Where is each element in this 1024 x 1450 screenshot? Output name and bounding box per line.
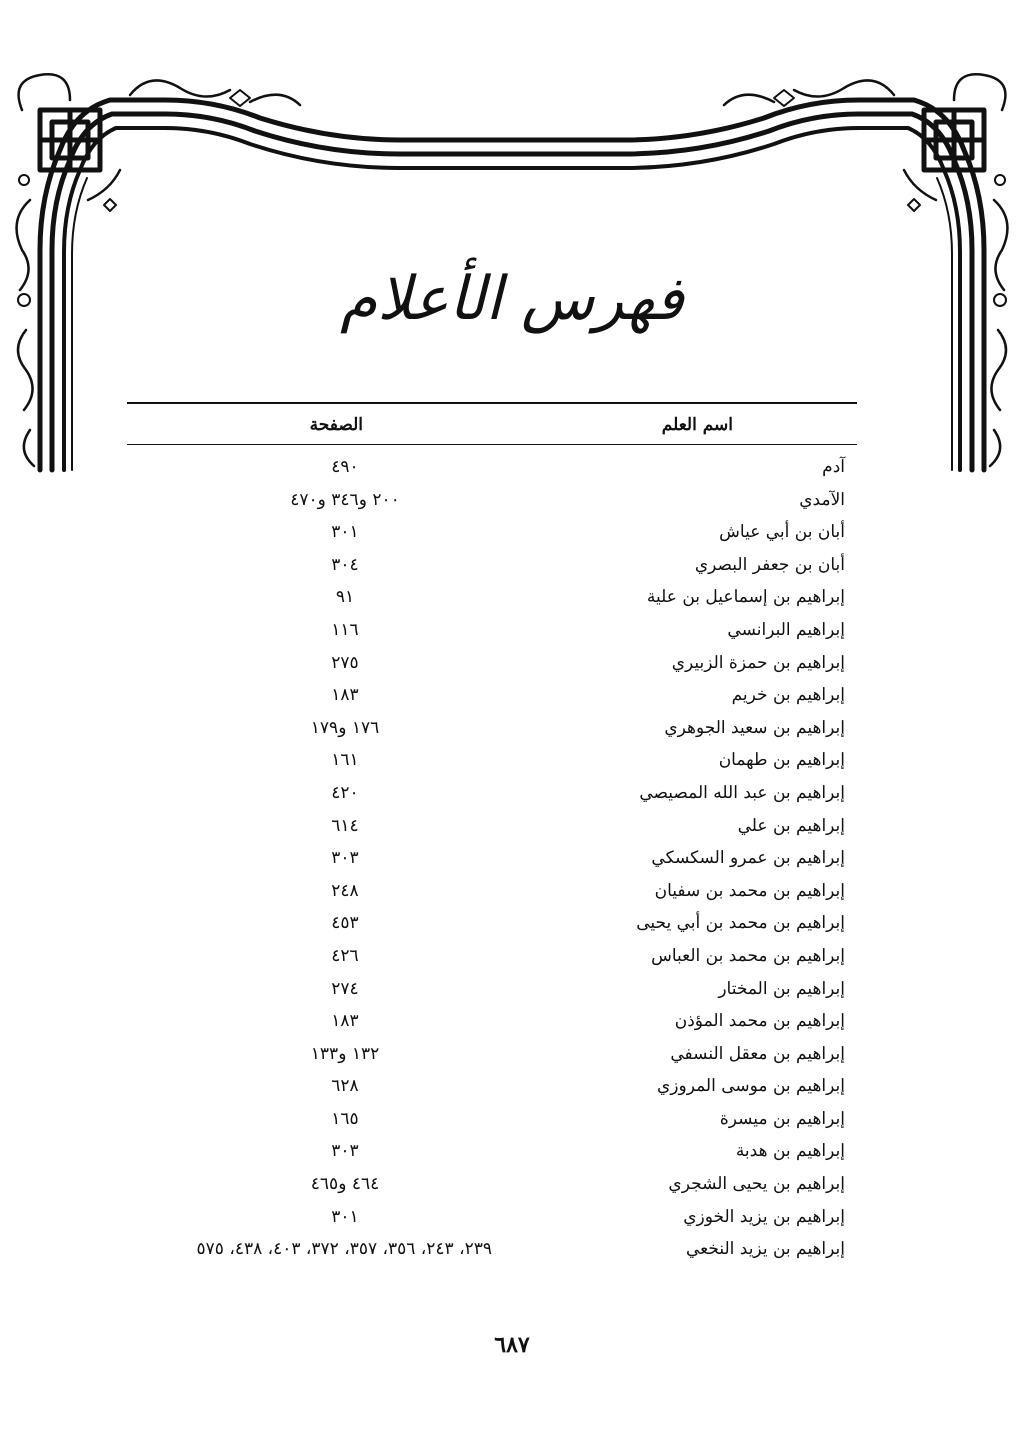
table-row <box>127 1040 857 1073</box>
page-title: فهرس الأعلام <box>340 264 684 334</box>
entry-name: إبراهيم بن حمزة الزبيري <box>671 652 845 673</box>
entry-name: إبراهيم بن محمد بن العباس <box>651 945 845 966</box>
table-row <box>127 1137 857 1170</box>
entry-pages: ١٦٥ <box>331 1108 359 1129</box>
table-body <box>127 445 857 1268</box>
entry-name: إبراهيم بن معقل النسفي <box>670 1043 845 1064</box>
table-row <box>127 681 857 714</box>
entry-name: إبراهيم بن محمد بن أبي يحيى <box>636 913 845 934</box>
table-row <box>127 779 857 812</box>
entry-name: إبراهيم بن يحيى الشجري <box>668 1174 845 1195</box>
table-row <box>127 714 857 747</box>
entry-pages: ٦١٤ <box>331 815 359 836</box>
entry-pages: ٩١ <box>335 587 355 608</box>
page-number: ٦٨٧ <box>494 1332 530 1358</box>
entry-name: أبان بن جعفر البصري <box>694 554 845 575</box>
table-row <box>127 1203 857 1236</box>
table-row <box>127 453 857 486</box>
entry-pages: ٢٤٨ <box>331 880 359 901</box>
entry-pages: ٣٠١ <box>331 522 359 543</box>
entry-name: إبراهيم بن المختار <box>718 978 845 999</box>
entry-pages: ١٦١ <box>331 750 359 771</box>
column-header-page: الصفحة <box>309 415 363 435</box>
entry-name: إبراهيم بن هدبة <box>735 1141 845 1162</box>
entry-pages: ٤٥٣ <box>331 913 359 934</box>
table-row <box>127 1105 857 1138</box>
entry-name: آدم <box>822 457 845 477</box>
table-row <box>127 1170 857 1203</box>
table-row <box>127 975 857 1008</box>
table-row <box>127 844 857 877</box>
entry-name: إبراهيم بن ميسرة <box>719 1108 845 1129</box>
table-row <box>127 616 857 649</box>
table-row <box>127 746 857 779</box>
entry-pages: ٢٣٩، ٢٤٣، ٣٥٦، ٣٥٧، ٣٧٢، ٤٠٣، ٤٣٨، ٥٧٥ <box>196 1239 492 1260</box>
entry-pages: ٣٠١ <box>331 1206 359 1227</box>
table-header-row <box>127 404 857 444</box>
table-row <box>127 877 857 910</box>
table-row <box>127 942 857 975</box>
entry-pages: ١٨٣ <box>331 685 359 706</box>
entry-pages: ٤٦٤ و٤٦٥ <box>310 1174 380 1195</box>
entry-pages: ٤٢٦ <box>331 945 359 966</box>
entry-name: إبراهيم بن محمد المؤذن <box>674 1011 845 1032</box>
table-row <box>127 518 857 551</box>
entry-pages: ١٨٣ <box>331 1011 359 1032</box>
entry-name: الآمدي <box>799 489 845 510</box>
entry-pages: ١٧٦ و١٧٩ <box>310 717 380 738</box>
column-header-name: اسم العلم <box>661 415 733 435</box>
entry-pages: ١١٦ <box>331 619 359 640</box>
entry-name: إبراهيم بن سعيد الجوهري <box>664 717 845 738</box>
entry-pages: ٤٢٠ <box>331 782 359 803</box>
table-row <box>127 909 857 942</box>
table-row <box>127 649 857 682</box>
entry-pages: ٣٠٤ <box>331 554 359 575</box>
entry-pages: ٢٠٠ و٣٤٦ و٤٧٠ <box>290 489 400 510</box>
entry-name: إبراهيم بن خريم <box>731 685 845 706</box>
entry-name: إبراهيم بن محمد بن سفيان <box>654 880 845 901</box>
table-row <box>127 1072 857 1105</box>
table-row <box>127 583 857 616</box>
table-row <box>127 551 857 584</box>
entry-name: إبراهيم بن إسماعيل بن علية <box>646 587 845 608</box>
entry-pages: ٦٢٨ <box>331 1076 359 1097</box>
entry-name: إبراهيم بن يزيد الخوزي <box>683 1206 845 1227</box>
entry-pages: ٢٧٥ <box>331 652 359 673</box>
index-table <box>127 402 857 1268</box>
entry-name: إبراهيم بن يزيد النخعي <box>686 1239 845 1260</box>
entry-pages: ٢٧٤ <box>331 978 359 999</box>
entry-name: إبراهيم بن علي <box>737 815 845 836</box>
entry-name: إبراهيم بن طهمان <box>718 750 845 771</box>
entry-name: أبان بن أبي عياش <box>719 522 845 543</box>
table-row <box>127 486 857 519</box>
entry-pages: ٣٠٣ <box>331 848 359 869</box>
entry-name: إبراهيم بن عمرو السكسكي <box>651 848 845 869</box>
table-row <box>127 1007 857 1040</box>
entry-pages: ٣٠٣ <box>331 1141 359 1162</box>
table-row <box>127 812 857 845</box>
entry-pages: ١٣٢ و١٣٣ <box>310 1043 380 1064</box>
entry-name: إبراهيم البرانسي <box>727 619 845 640</box>
table-row <box>127 1235 857 1268</box>
entry-name: إبراهيم بن موسى المروزي <box>657 1076 845 1097</box>
entry-name: إبراهيم بن عبد الله المصيصي <box>639 782 845 803</box>
entry-pages: ٤٩٠ <box>331 457 359 477</box>
